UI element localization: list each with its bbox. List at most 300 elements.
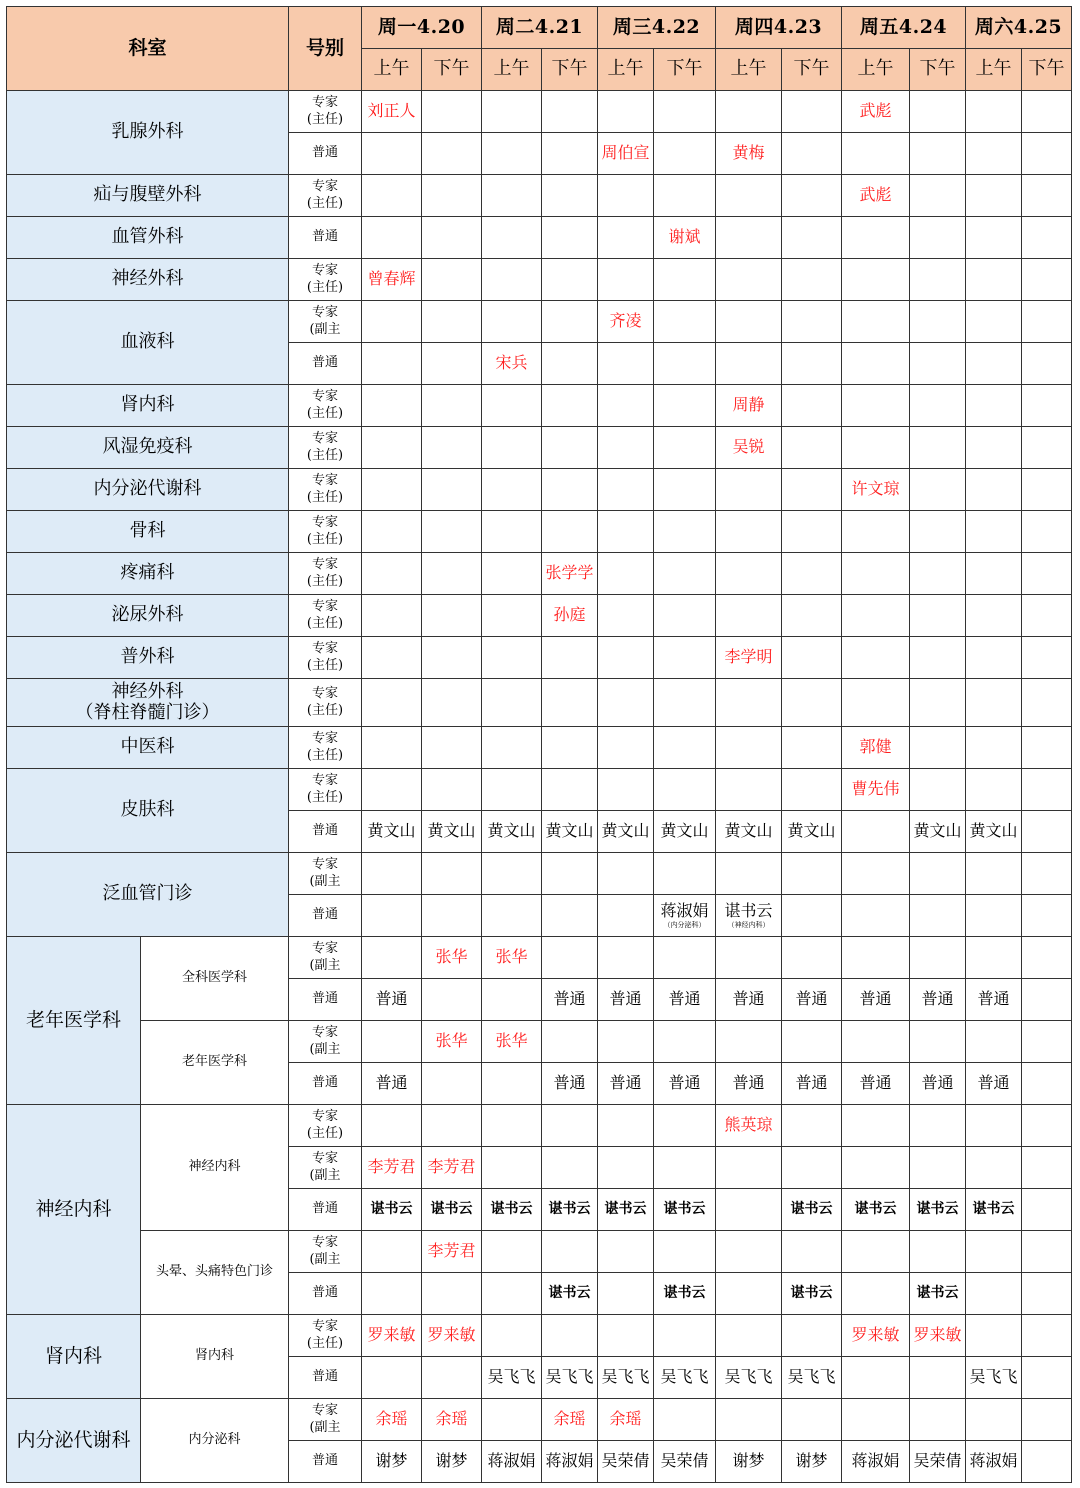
schedule-cell bbox=[542, 679, 598, 727]
schedule-cell bbox=[910, 1021, 966, 1063]
schedule-cell bbox=[716, 937, 782, 979]
table-row bbox=[7, 769, 1072, 811]
schedule-cell bbox=[542, 811, 598, 853]
doctor-name: 余瑶 bbox=[435, 1409, 468, 1429]
clinic-type-cell: 普通 bbox=[289, 1273, 362, 1315]
schedule-cell bbox=[654, 769, 716, 811]
outpatient-schedule-table bbox=[6, 6, 1072, 1483]
header-day: 周六4.25 bbox=[966, 7, 1072, 49]
schedule-cell bbox=[362, 385, 422, 427]
doctor-name: 普通 bbox=[921, 1073, 954, 1093]
table-row bbox=[7, 595, 1072, 637]
schedule-cell bbox=[542, 1231, 598, 1273]
header-am: 上午 bbox=[966, 49, 1022, 91]
schedule-cell bbox=[910, 1357, 966, 1399]
doctor-name: 黄文山 bbox=[724, 821, 773, 841]
schedule-cell bbox=[482, 217, 542, 259]
schedule-cell bbox=[362, 91, 422, 133]
doctor-name: 谌书云 bbox=[663, 1201, 706, 1218]
schedule-cell bbox=[842, 937, 910, 979]
schedule-cell bbox=[716, 811, 782, 853]
schedule-cell bbox=[654, 343, 716, 385]
doctor-name: 普通 bbox=[859, 1073, 892, 1093]
schedule-cell bbox=[966, 1105, 1022, 1147]
schedule-cell bbox=[716, 175, 782, 217]
schedule-cell bbox=[422, 1147, 482, 1189]
schedule-cell bbox=[1022, 301, 1072, 343]
schedule-cell bbox=[422, 175, 482, 217]
schedule-cell bbox=[654, 1315, 716, 1357]
schedule-cell bbox=[598, 1441, 654, 1483]
doctor-name: 谌书云 bbox=[916, 1285, 959, 1302]
schedule-cell bbox=[782, 811, 842, 853]
doctor-name: 谌书云 bbox=[548, 1201, 591, 1218]
doctor-name: 普通 bbox=[795, 989, 828, 1009]
schedule-cell bbox=[910, 1063, 966, 1105]
schedule-cell bbox=[482, 811, 542, 853]
schedule-cell bbox=[598, 1063, 654, 1105]
schedule-cell bbox=[654, 895, 716, 937]
clinic-type-cell: 专家 (副主 bbox=[289, 1021, 362, 1063]
schedule-cell bbox=[716, 1399, 782, 1441]
doctor-name: 罗来敏 bbox=[913, 1325, 962, 1345]
schedule-cell bbox=[716, 1231, 782, 1273]
dept-cell: 风湿免疫科 bbox=[7, 427, 289, 469]
clinic-type-cell: 专家 (主任) bbox=[289, 259, 362, 301]
schedule-cell bbox=[542, 1021, 598, 1063]
schedule-cell bbox=[542, 217, 598, 259]
schedule-cell bbox=[362, 1189, 422, 1231]
schedule-cell bbox=[654, 1231, 716, 1273]
schedule-cell bbox=[654, 1399, 716, 1441]
schedule-cell bbox=[422, 217, 482, 259]
doctor-name: 吴荣倩 bbox=[660, 1451, 709, 1471]
schedule-cell bbox=[910, 343, 966, 385]
schedule-cell bbox=[362, 937, 422, 979]
schedule-cell bbox=[910, 259, 966, 301]
schedule-cell bbox=[910, 727, 966, 769]
dept-cell: 疝与腹壁外科 bbox=[7, 175, 289, 217]
schedule-cell bbox=[910, 769, 966, 811]
schedule-cell bbox=[842, 175, 910, 217]
schedule-cell bbox=[542, 553, 598, 595]
schedule-cell bbox=[482, 469, 542, 511]
dept-cell: 皮肤科 bbox=[7, 769, 289, 853]
schedule-cell bbox=[654, 175, 716, 217]
schedule-cell bbox=[362, 853, 422, 895]
schedule-cell bbox=[782, 1399, 842, 1441]
doctor-name: 谢梦 bbox=[795, 1451, 828, 1471]
doctor-name: 黄文山 bbox=[427, 821, 476, 841]
clinic-type-cell: 专家 (主任) bbox=[289, 679, 362, 727]
schedule-cell bbox=[842, 1441, 910, 1483]
schedule-cell bbox=[482, 853, 542, 895]
schedule-cell bbox=[598, 679, 654, 727]
schedule-cell bbox=[362, 679, 422, 727]
schedule-cell bbox=[598, 937, 654, 979]
schedule-cell bbox=[716, 1147, 782, 1189]
schedule-cell bbox=[654, 469, 716, 511]
schedule-cell bbox=[1022, 727, 1072, 769]
schedule-cell bbox=[422, 91, 482, 133]
schedule-cell bbox=[716, 727, 782, 769]
doctor-name: 武彪 bbox=[859, 185, 892, 205]
schedule-cell bbox=[542, 133, 598, 175]
schedule-cell bbox=[966, 637, 1022, 679]
table-row bbox=[7, 637, 1072, 679]
schedule-cell bbox=[782, 1105, 842, 1147]
schedule-cell bbox=[782, 427, 842, 469]
schedule-cell bbox=[966, 175, 1022, 217]
schedule-cell bbox=[842, 511, 910, 553]
schedule-cell bbox=[422, 343, 482, 385]
schedule-cell bbox=[966, 343, 1022, 385]
schedule-cell bbox=[598, 427, 654, 469]
schedule-cell bbox=[422, 301, 482, 343]
schedule-cell bbox=[716, 427, 782, 469]
schedule-cell bbox=[842, 301, 910, 343]
clinic-type-cell: 普通 bbox=[289, 343, 362, 385]
schedule-cell bbox=[782, 679, 842, 727]
clinic-type-cell: 专家 (副主 bbox=[289, 1399, 362, 1441]
subdept-cell: 神经内科 bbox=[141, 1105, 289, 1231]
schedule-cell bbox=[598, 1315, 654, 1357]
doctor-name: 李芳君 bbox=[427, 1157, 476, 1177]
schedule-cell bbox=[910, 895, 966, 937]
schedule-cell bbox=[598, 811, 654, 853]
schedule-cell bbox=[482, 595, 542, 637]
dept-cell: 中医科 bbox=[7, 727, 289, 769]
doctor-name: 蒋淑娟 bbox=[545, 1451, 594, 1471]
dept-cell: 神经内科 bbox=[7, 1105, 141, 1315]
schedule-cell bbox=[1022, 175, 1072, 217]
header-pm: 下午 bbox=[782, 49, 842, 91]
schedule-cell bbox=[842, 769, 910, 811]
subdept-cell: 头晕、头痛特色门诊 bbox=[141, 1231, 289, 1315]
schedule-cell bbox=[716, 259, 782, 301]
doctor-name: 普通 bbox=[553, 989, 586, 1009]
schedule-cell bbox=[782, 511, 842, 553]
schedule-cell bbox=[782, 637, 842, 679]
schedule-cell bbox=[842, 469, 910, 511]
dept-cell: 血管外科 bbox=[7, 217, 289, 259]
schedule-cell bbox=[910, 1231, 966, 1273]
schedule-cell bbox=[1022, 979, 1072, 1021]
schedule-cell bbox=[482, 1399, 542, 1441]
schedule-cell bbox=[1022, 1273, 1072, 1315]
schedule-cell bbox=[1022, 217, 1072, 259]
clinic-type-cell: 专家 (副主 bbox=[289, 1147, 362, 1189]
schedule-cell bbox=[1022, 511, 1072, 553]
header-am: 上午 bbox=[362, 49, 422, 91]
schedule-cell bbox=[422, 427, 482, 469]
doctor-name: 黄文山 bbox=[545, 821, 594, 841]
schedule-cell bbox=[362, 637, 422, 679]
clinic-type-cell: 专家 (主任) bbox=[289, 727, 362, 769]
schedule-cell bbox=[910, 469, 966, 511]
schedule-cell bbox=[482, 1063, 542, 1105]
schedule-cell bbox=[842, 343, 910, 385]
doctor-name: 许文琼 bbox=[851, 479, 900, 499]
schedule-cell bbox=[422, 679, 482, 727]
schedule-cell bbox=[654, 1147, 716, 1189]
schedule-cell bbox=[654, 1441, 716, 1483]
schedule-cell bbox=[966, 1231, 1022, 1273]
doctor-name: 普通 bbox=[732, 989, 765, 1009]
schedule-cell bbox=[1022, 1189, 1072, 1231]
header-day: 周三4.22 bbox=[598, 7, 716, 49]
clinic-type-cell: 专家 (主任) bbox=[289, 1105, 362, 1147]
schedule-cell bbox=[598, 1273, 654, 1315]
schedule-cell bbox=[716, 91, 782, 133]
schedule-cell bbox=[654, 91, 716, 133]
schedule-cell bbox=[966, 811, 1022, 853]
schedule-cell bbox=[966, 937, 1022, 979]
doctor-name: 谌书云 bbox=[790, 1201, 833, 1218]
schedule-cell bbox=[362, 895, 422, 937]
schedule-cell bbox=[910, 637, 966, 679]
schedule-cell bbox=[716, 553, 782, 595]
header-day: 周二4.21 bbox=[482, 7, 598, 49]
schedule-cell bbox=[966, 427, 1022, 469]
schedule-cell bbox=[1022, 91, 1072, 133]
dept-cell: 疼痛科 bbox=[7, 553, 289, 595]
dept-cell: 泛血管门诊 bbox=[7, 853, 289, 937]
doctor-name: 罗来敏 bbox=[427, 1325, 476, 1345]
schedule-cell bbox=[482, 637, 542, 679]
schedule-cell bbox=[482, 427, 542, 469]
doctor-name: 吴荣倩 bbox=[913, 1451, 962, 1471]
table-row bbox=[7, 853, 1072, 895]
schedule-cell bbox=[654, 727, 716, 769]
schedule-cell bbox=[1022, 1147, 1072, 1189]
schedule-cell bbox=[910, 385, 966, 427]
schedule-cell bbox=[966, 1273, 1022, 1315]
schedule-cell bbox=[782, 1273, 842, 1315]
doctor-name: 谢梦 bbox=[435, 1451, 468, 1471]
schedule-cell bbox=[598, 385, 654, 427]
schedule-cell bbox=[782, 1441, 842, 1483]
schedule-cell bbox=[422, 1399, 482, 1441]
dept-cell: 泌尿外科 bbox=[7, 595, 289, 637]
schedule-cell bbox=[422, 895, 482, 937]
dept-cell: 神经外科 （脊柱脊髓门诊） bbox=[7, 679, 289, 727]
doctor-name: 普通 bbox=[977, 989, 1010, 1009]
schedule-cell bbox=[482, 385, 542, 427]
schedule-cell bbox=[482, 343, 542, 385]
schedule-cell bbox=[482, 553, 542, 595]
schedule-cell bbox=[966, 895, 1022, 937]
schedule-cell bbox=[542, 595, 598, 637]
doctor-name: 李芳君 bbox=[427, 1241, 476, 1261]
dept-cell: 内分泌代谢科 bbox=[7, 1399, 141, 1483]
table-row bbox=[7, 469, 1072, 511]
schedule-cell bbox=[782, 595, 842, 637]
schedule-cell bbox=[716, 1273, 782, 1315]
doctor-name: 普通 bbox=[375, 989, 408, 1009]
clinic-type-cell: 专家 (主任) bbox=[289, 385, 362, 427]
table-row bbox=[7, 217, 1072, 259]
clinic-type-cell: 普通 bbox=[289, 979, 362, 1021]
schedule-cell bbox=[842, 853, 910, 895]
schedule-cell bbox=[362, 595, 422, 637]
clinic-type-cell: 专家 (副主 bbox=[289, 853, 362, 895]
schedule-cell bbox=[966, 1063, 1022, 1105]
schedule-cell bbox=[362, 511, 422, 553]
schedule-cell bbox=[654, 679, 716, 727]
schedule-cell bbox=[782, 1357, 842, 1399]
schedule-cell bbox=[910, 1315, 966, 1357]
schedule-cell bbox=[482, 895, 542, 937]
doctor-name: 谌书云 bbox=[370, 1201, 413, 1218]
header-am: 上午 bbox=[482, 49, 542, 91]
schedule-cell bbox=[966, 769, 1022, 811]
doctor-name: 普通 bbox=[609, 1073, 642, 1093]
clinic-type-cell: 专家 (主任) bbox=[289, 595, 362, 637]
schedule-cell bbox=[482, 1021, 542, 1063]
clinic-type-cell: 专家 (主任) bbox=[289, 769, 362, 811]
schedule-cell bbox=[966, 1441, 1022, 1483]
schedule-cell bbox=[966, 133, 1022, 175]
schedule-cell bbox=[542, 727, 598, 769]
schedule-cell bbox=[362, 427, 422, 469]
schedule-cell bbox=[482, 769, 542, 811]
table-row bbox=[7, 1399, 1072, 1441]
schedule-cell bbox=[598, 343, 654, 385]
schedule-cell bbox=[910, 427, 966, 469]
schedule-cell bbox=[1022, 259, 1072, 301]
schedule-cell bbox=[598, 1147, 654, 1189]
schedule-cell bbox=[910, 301, 966, 343]
table-row bbox=[7, 1315, 1072, 1357]
schedule-cell bbox=[422, 469, 482, 511]
schedule-cell bbox=[910, 511, 966, 553]
schedule-cell bbox=[716, 133, 782, 175]
schedule-cell bbox=[598, 1189, 654, 1231]
doctor-name: 周伯宣 bbox=[601, 143, 650, 163]
schedule-cell bbox=[482, 937, 542, 979]
schedule-cell bbox=[1022, 1315, 1072, 1357]
schedule-cell bbox=[716, 1441, 782, 1483]
doctor-name: 普通 bbox=[609, 989, 642, 1009]
doctor-name: 黄文山 bbox=[601, 821, 650, 841]
clinic-type-cell: 专家 (副主 bbox=[289, 301, 362, 343]
schedule-cell bbox=[542, 1441, 598, 1483]
doctor-name: 谌书云 bbox=[972, 1201, 1015, 1218]
header-am: 上午 bbox=[842, 49, 910, 91]
schedule-cell bbox=[362, 1315, 422, 1357]
schedule-cell bbox=[1022, 385, 1072, 427]
schedule-cell bbox=[362, 1399, 422, 1441]
header-row-days bbox=[7, 7, 1072, 49]
schedule-cell bbox=[482, 1147, 542, 1189]
schedule-cell bbox=[482, 259, 542, 301]
schedule-cell bbox=[910, 1441, 966, 1483]
schedule-cell bbox=[598, 553, 654, 595]
clinic-type-cell: 专家 (副主 bbox=[289, 937, 362, 979]
clinic-type-cell: 专家 (主任) bbox=[289, 469, 362, 511]
schedule-cell bbox=[422, 1357, 482, 1399]
table-row bbox=[7, 511, 1072, 553]
doctor-dept-note: （神经内科） bbox=[727, 921, 770, 930]
schedule-cell bbox=[1022, 1357, 1072, 1399]
schedule-cell bbox=[422, 979, 482, 1021]
doctor-name: 谌书云 bbox=[724, 900, 773, 920]
schedule-cell bbox=[654, 259, 716, 301]
schedule-cell bbox=[716, 769, 782, 811]
doctor-name: 吴飞飞 bbox=[660, 1367, 709, 1387]
schedule-cell bbox=[482, 1357, 542, 1399]
schedule-cell bbox=[1022, 343, 1072, 385]
schedule-cell bbox=[716, 1063, 782, 1105]
schedule-cell bbox=[910, 175, 966, 217]
schedule-cell bbox=[654, 979, 716, 1021]
schedule-cell bbox=[422, 553, 482, 595]
schedule-cell bbox=[422, 937, 482, 979]
header-day: 周一4.20 bbox=[362, 7, 482, 49]
schedule-cell bbox=[598, 1231, 654, 1273]
schedule-cell bbox=[782, 175, 842, 217]
schedule-cell bbox=[542, 1273, 598, 1315]
schedule-cell bbox=[542, 469, 598, 511]
schedule-cell bbox=[842, 1399, 910, 1441]
schedule-cell bbox=[842, 1231, 910, 1273]
schedule-cell bbox=[782, 1231, 842, 1273]
schedule-cell bbox=[598, 91, 654, 133]
header-type: 号别 bbox=[289, 7, 362, 91]
schedule-cell bbox=[654, 595, 716, 637]
schedule-cell bbox=[910, 1105, 966, 1147]
doctor-name: 吴飞飞 bbox=[724, 1367, 773, 1387]
header-pm: 下午 bbox=[1022, 49, 1072, 91]
schedule-cell bbox=[598, 175, 654, 217]
dept-cell: 神经外科 bbox=[7, 259, 289, 301]
schedule-cell bbox=[362, 217, 422, 259]
schedule-cell bbox=[910, 91, 966, 133]
schedule-cell bbox=[966, 259, 1022, 301]
doctor-name: 吴荣倩 bbox=[601, 1451, 650, 1471]
schedule-cell bbox=[542, 343, 598, 385]
schedule-cell bbox=[362, 1147, 422, 1189]
schedule-cell bbox=[716, 1105, 782, 1147]
schedule-cell bbox=[654, 217, 716, 259]
clinic-type-cell: 专家 (主任) bbox=[289, 175, 362, 217]
doctor-name: 武彪 bbox=[859, 101, 892, 121]
schedule-cell bbox=[654, 1063, 716, 1105]
schedule-cell bbox=[716, 853, 782, 895]
schedule-cell bbox=[598, 853, 654, 895]
schedule-cell bbox=[598, 979, 654, 1021]
schedule-cell bbox=[1022, 133, 1072, 175]
doctor-name: 张华 bbox=[435, 947, 468, 967]
schedule-cell bbox=[966, 217, 1022, 259]
schedule-cell bbox=[1022, 637, 1072, 679]
schedule-cell bbox=[716, 895, 782, 937]
schedule-cell bbox=[966, 1315, 1022, 1357]
table-row bbox=[7, 91, 1072, 133]
clinic-type-cell: 专家 (主任) bbox=[289, 553, 362, 595]
schedule-cell bbox=[422, 385, 482, 427]
schedule-cell bbox=[842, 1063, 910, 1105]
table-row bbox=[7, 175, 1072, 217]
schedule-cell bbox=[482, 727, 542, 769]
schedule-cell bbox=[422, 1273, 482, 1315]
schedule-cell bbox=[842, 217, 910, 259]
schedule-cell bbox=[482, 979, 542, 1021]
schedule-cell bbox=[842, 1273, 910, 1315]
doctor-name: 吴飞飞 bbox=[545, 1367, 594, 1387]
schedule-cell bbox=[482, 1273, 542, 1315]
